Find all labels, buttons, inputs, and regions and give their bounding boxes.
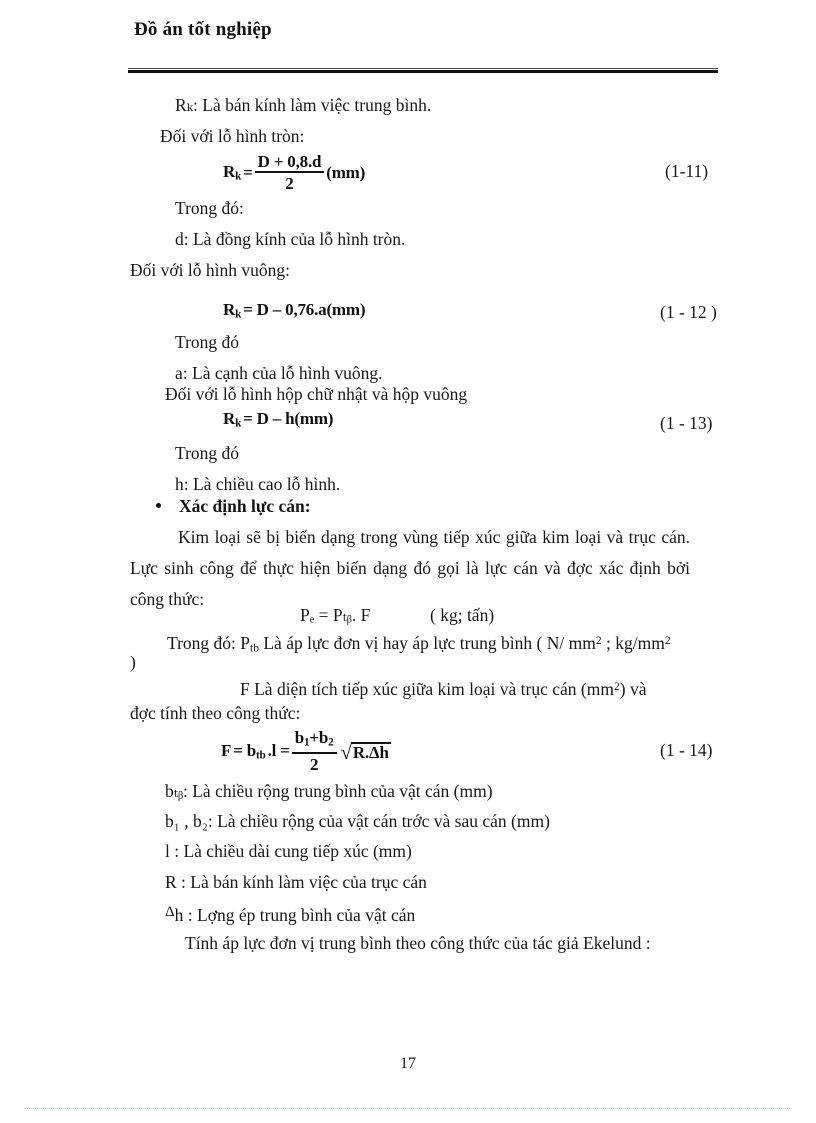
equation-1-13-lhs: $R_k$: [223, 409, 242, 430]
mm-squared-sup-2: 2: [664, 635, 671, 647]
equation-1-14: [220, 729, 391, 773]
equation-1-11: [222, 153, 366, 192]
equation-number-1-14: (1 - 14): [660, 740, 713, 760]
equation-1-14-numerator: $b_1+b_2$: [294, 728, 334, 749]
line-R-definition: R : Là bán kính làm việc của trục cán: [165, 872, 427, 892]
running-header: [128, 19, 718, 70]
equation-1-14-sqrt: [340, 739, 391, 764]
paragraph-kim-loai: Kim loại sẽ bị biến dạng trong vùng tiếp xúc giữa kim loại và trục cán. Lực sinh công để thực hiện biến dạng đó gọi là lực cán và đợc xác định bởi công thức:: [130, 527, 690, 609]
header-rule-thick: [128, 70, 718, 73]
line-trong-do-3: Trong đó: [175, 443, 240, 463]
equation-1-14-radicand: R.Δh: [352, 742, 389, 762]
mm-squared-sup-3: 2: [613, 681, 620, 693]
trong-do-ptb-middle: Là áp lực đơn vị hay áp lực trung bình ( N/ mm: [258, 633, 596, 654]
equation-1-11-numerator: D + 0,8.d: [257, 152, 322, 171]
equation-1-14-denominator: 2: [309, 755, 319, 775]
line-pc-units: ( kg; tấn): [430, 605, 495, 625]
line-rk-definition: Rₖ: Là bán kính làm việc trung bình.: [175, 95, 432, 115]
delta-h-rest: h : Lợng ép trung bình của vật cán: [174, 905, 416, 925]
line-a-definition: a: Là cạnh của lỗ hình vuông.: [175, 363, 383, 383]
equation-1-11-unit: (mm): [326, 162, 366, 182]
equation-1-12: [222, 300, 366, 320]
line-doivoi-vuong: Đối với lỗ hình vuông:: [130, 260, 290, 280]
line-delta-h-definition: [165, 902, 415, 925]
line-close-paren: ): [130, 652, 136, 672]
line-b1-b2-definition: b₁ , b₂: Là chiều rộng của vật cán trớc và sau cán (mm): [165, 811, 550, 831]
header-title: Đồ án tốt nghiệp: [134, 19, 272, 40]
equation-1-12-lhs: $R_k$: [223, 300, 242, 321]
equation-1-11-relation: =: [243, 162, 253, 182]
line-pc-formula: [300, 605, 370, 625]
delta-symbol: Δ: [165, 904, 175, 920]
equation-1-14-lhs: F: [221, 741, 232, 761]
header-rule-thin: [128, 68, 718, 69]
line-h-definition: h: Là chiều cao lỗ hình.: [175, 474, 341, 494]
fraction-bar: [255, 171, 325, 173]
equation-number-1-13: (1 - 13): [660, 413, 713, 433]
equation-1-11-fraction: [255, 153, 325, 192]
equation-1-11-lhs: $R_k$: [223, 162, 242, 183]
header-rule: [128, 68, 718, 73]
line-doivoi-tron: Đối với lỗ hình tròn:: [160, 126, 305, 146]
line-trong-do-1: Trong đó:: [175, 198, 244, 218]
line-trong-do-2: Trong đó: [175, 332, 240, 352]
line-l-definition: l : Là chiều dài cung tiếp xúc (mm): [165, 841, 412, 861]
equation-number-1-12: (1 - 12 ): [660, 302, 717, 322]
trong-do-ptb-tail: ; kg/mm: [601, 633, 665, 654]
equation-1-13-rhs: = D – h(mm): [243, 409, 334, 429]
trong-do-ptb-prefix: Trong đó: P: [167, 633, 250, 654]
line-ekelund: Tính áp lực đơn vị trung bình theo công thức của tác giả Ekelund :: [185, 933, 651, 953]
fraction-bar: [292, 752, 337, 754]
pc-formula-text: Pₑ = Pₜᵦ. F: [300, 605, 371, 625]
bullet-xac-dinh-luc-can: [156, 496, 311, 517]
equation-1-11-denominator: 2: [285, 174, 294, 193]
line-d-definition: d: Là đồng kính của lỗ hình tròn.: [175, 229, 406, 249]
equation-1-13: [222, 409, 334, 429]
line-btb-definition: bₜᵦ: Là chiều rộng trung bình của vật cán (mm): [165, 781, 493, 801]
page-number: 17: [400, 1055, 416, 1072]
line-trong-do-ptb: [167, 631, 671, 659]
F-definition-tail: ) và: [619, 679, 647, 700]
radical-sign-icon: √: [340, 739, 352, 764]
equation-1-14-fraction: [292, 729, 337, 773]
ptb-subscript: tb: [250, 642, 259, 655]
line-F-definition: [240, 677, 646, 699]
line-doivoi-hop: Đối với lỗ hình hộp chữ nhật và hộp vuông: [165, 384, 468, 404]
bullet-dot-icon: [156, 503, 161, 508]
bullet-label: Xác định lực cán:: [179, 496, 311, 516]
equation-1-14-mid: .l =: [267, 741, 290, 761]
F-definition-prefix: F Là diện tích tiếp xúc giữa kim loại và trục cán (mm: [240, 679, 614, 700]
equation-number-1-11: (1-11): [665, 161, 709, 181]
equation-1-12-rhs: = D – 0,76.a(mm): [243, 300, 366, 320]
equation-1-14-rel1: = $b_{tb}$: [233, 741, 266, 762]
footer-divider: [24, 1108, 792, 1110]
mm-squared-sup-1: 2: [595, 635, 602, 647]
line-F-definition-cont: đợc tính theo công thức:: [130, 703, 301, 723]
